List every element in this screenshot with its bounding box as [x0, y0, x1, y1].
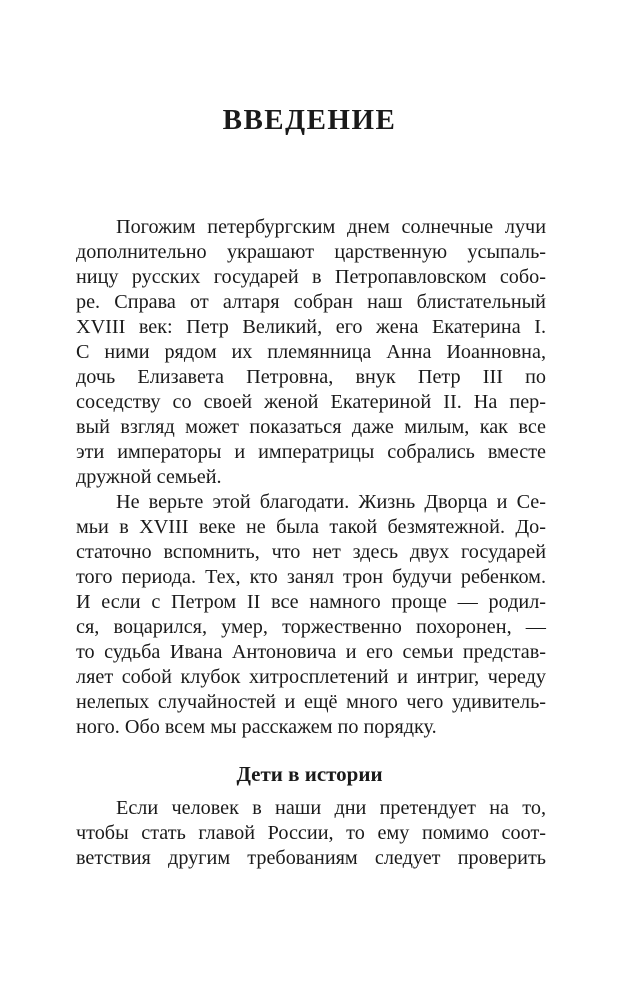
text-line: ного. Обо всем мы расскажем по порядку.	[76, 716, 437, 738]
text-line: дочь Елизавета Петровна, внук Петр III по	[76, 366, 546, 388]
text-line: ницу русских государей в Петропавловском собо-	[76, 266, 546, 288]
chapter-title: ВВЕДЕНИЕ	[222, 104, 397, 136]
text-line: дополнительно украшают царственную усыпаль-	[76, 241, 546, 263]
text-line: дружной семьей.	[76, 466, 222, 488]
text-line: ляет собой клубок хитросплетений и интриг, череду	[76, 666, 546, 688]
text-line: эти императоры и императрицы собрались вместе	[76, 441, 546, 463]
text-line: ветствия другим требованиям следует проверить	[76, 847, 546, 869]
text-line: статочно вспомнить, что нет здесь двух государей	[76, 541, 546, 563]
text-line: вый взгляд может показаться даже милым, как все	[76, 416, 546, 438]
text-line: И если с Петром II все намного проще — родил-	[76, 591, 546, 613]
text-line: XVIII век: Петр Великий, его жена Екатерина I.	[76, 316, 546, 338]
text-line: ре. Справа от алтаря собран наш блистательный	[76, 291, 546, 313]
section-heading: Дети в истории	[236, 762, 383, 786]
text-line: Не верьте этой благодати. Жизнь Дворца и Се-	[116, 491, 546, 513]
text-line: то судьба Ивана Антоновича и его семьи представ-	[76, 641, 546, 663]
text-line: ся, воцарился, умер, торжественно похоронен, —	[76, 616, 546, 638]
text-line: Если человек в наши дни претендует на то,	[116, 797, 546, 819]
text-line: соседству со своей женой Екатериной II. На пер-	[76, 391, 546, 413]
text-line: С ними рядом их племянница Анна Иоанновна,	[76, 341, 546, 363]
text-line: чтобы стать главой России, то ему помимо соот-	[76, 822, 546, 844]
text-line: того периода. Тех, кто занял трон будучи ребенком.	[76, 566, 546, 588]
text-line: Погожим петербургским днем солнечные лучи	[116, 216, 546, 238]
text-line: нелепых случайностей и ещё много чего удивитель-	[76, 691, 546, 713]
text-line: мьи в XVIII веке не была такой безмятежной. До-	[76, 516, 546, 538]
